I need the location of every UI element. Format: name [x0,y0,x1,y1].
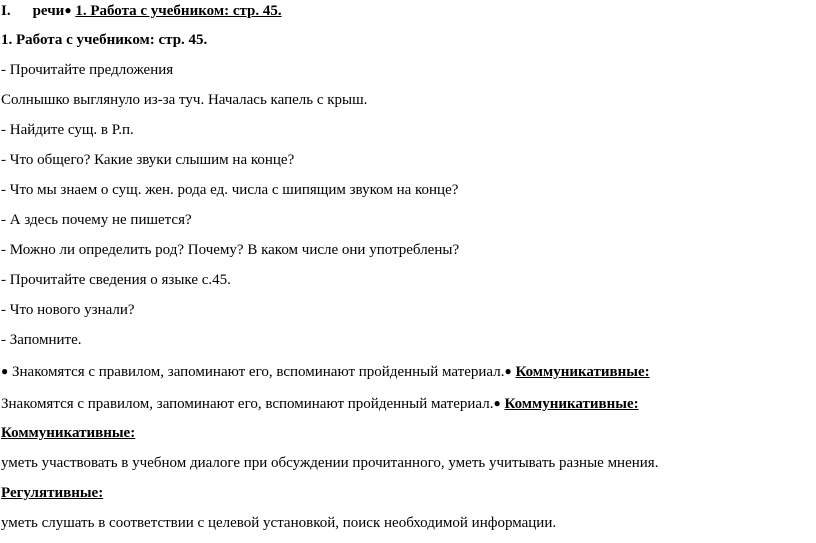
text-line: - Что нового узнали? [1,302,135,318]
plain-line-text: Знакомятся с правилом, запоминают его, вспоминают пройденный материал. [1,396,494,412]
bullet-icon: ● [64,3,72,17]
regulatory-text: уметь слушать в соответствии с целевой установкой, поиск необходимой информации. [1,515,557,531]
text-line: - Прочитайте предложения [1,62,174,78]
header-line [1,1,282,20]
bullet-line [1,362,650,381]
text-line: - Запомните. [1,332,82,348]
header-title: 1. Работа с учебником: стр. 45. [75,3,282,19]
text-line: - Что мы знаем о сущ. жен. рода ед. числа с шипящим звуком на конце? [1,182,459,198]
text-line: - Можно ли определить род? Почему? В каком числе они употреблены? [1,242,460,258]
regulatory-heading: Регулятивные: [1,485,104,501]
bullet-icon: ● [493,396,501,410]
plain-line [1,394,639,413]
bullet-icon: ● [504,364,512,378]
text-line: - Прочитайте сведения о языке с.45. [1,272,231,288]
text-line: - Что общего? Какие звуки слышим на конце? [1,152,295,168]
header-word: речи [32,3,65,19]
bullet-line-text: Знакомятся с правилом, запоминают его, вспоминают пройденный материал. [8,364,505,380]
communicative-text: уметь участвовать в учебном диалоге при обсуждении прочитанного, уметь учитывать разные мнения. [1,455,659,471]
subtitle: 1. Работа с учебником: стр. 45. [1,32,208,48]
text-line: - А здесь почему не пишется? [1,212,192,228]
header-roman: I. [1,3,11,19]
text-line: - Найдите сущ. в Р.п. [1,122,134,138]
communicative-label: Коммуникативные: [515,364,650,380]
text-line: Солнышко выглянуло из-за туч. Началась капель с крыш. [1,92,368,108]
communicative-heading: Коммуникативные: [1,425,136,441]
communicative-label: Коммуникативные: [504,396,639,412]
bullet-icon: ● [1,364,9,378]
